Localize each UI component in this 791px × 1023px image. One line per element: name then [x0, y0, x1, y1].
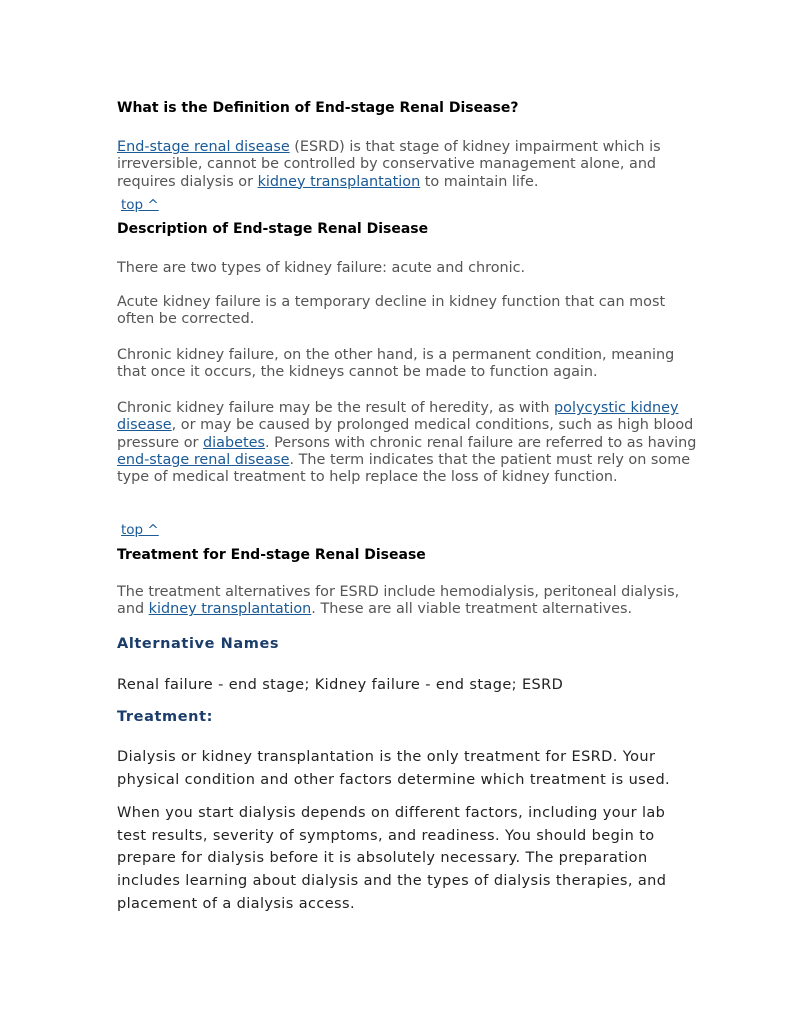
- treatment-text-b: . These are all viable treatment alternatives.: [311, 601, 633, 618]
- treatment-alternatives-paragraph: [117, 584, 697, 619]
- top-link[interactable]: top ^: [121, 522, 159, 538]
- p4-text-b: , or may be caused by prolonged medical conditions, such as high blood pressure or: [117, 417, 694, 451]
- alternative-names-text: Renal failure - end stage; Kidney failure - end stage; ESRD: [117, 677, 564, 693]
- link-end-stage-renal-disease-2[interactable]: end-stage renal disease: [117, 451, 290, 468]
- heading-alternative-names: Alternative Names: [117, 636, 280, 652]
- description-paragraph-1: There are two types of kidney failure: acute and chronic.: [117, 260, 526, 276]
- heading-treatment-esrd: Treatment for End-stage Renal Disease: [117, 547, 426, 563]
- link-kidney-transplantation-2[interactable]: kidney transplantation: [148, 601, 312, 618]
- link-end-stage-renal-disease[interactable]: End-stage renal disease: [117, 139, 290, 155]
- description-paragraph-3: Chronic kidney failure, on the other hand, is a permanent condition, meaning that once it occurs, the kidneys cannot be made to function again.: [117, 347, 675, 381]
- definition-paragraph: [117, 139, 697, 191]
- description-paragraph-2: Acute kidney failure is a temporary decline in kidney function that can most often be corrected.: [117, 294, 666, 328]
- heading-definition: What is the Definition of End-stage Renal Disease?: [117, 100, 519, 116]
- definition-text-b: to maintain life.: [420, 173, 539, 190]
- heading-description: Description of End-stage Renal Disease: [117, 221, 429, 237]
- definition-text-a: (ESRD) is that stage of kidney impairment which is irreversible, cannot be controlled by conservative management alone, and requires dialysis or: [117, 139, 661, 190]
- treatment-paragraph-2: When you start dialysis depends on different factors, including your lab test results, severity of symptoms, and readiness. You should begin to prepare for dialysis before it is absolutely necessary. The preparation includes learning about dialysis and the types of dialysis therapies, and placement of a dialysis access.: [117, 805, 667, 912]
- p4-text-a: Chronic kidney failure may be the result of heredity, as with: [117, 400, 555, 416]
- description-paragraph-4: [117, 400, 697, 486]
- link-diabetes[interactable]: diabetes: [203, 434, 265, 451]
- top-link-container-2: [121, 522, 701, 538]
- p4-text-d: . The term indicates that the patient must rely on some type of medical treatment to help replace the loss of kidney function.: [117, 451, 691, 486]
- top-link-container-1: [121, 197, 701, 213]
- heading-treatment: Treatment:: [117, 709, 213, 725]
- link-kidney-transplantation[interactable]: kidney transplantation: [257, 173, 421, 190]
- p4-text-c: . Persons with chronic renal failure are referred to as having: [264, 434, 697, 451]
- top-link[interactable]: top ^: [121, 197, 159, 213]
- link-polycystic-kidney-disease[interactable]: polycystic kidney disease: [117, 400, 679, 434]
- treatment-paragraph-1: Dialysis or kidney transplantation is the only treatment for ESRD. Your physical condition and other factors determine which treatment is used.: [117, 749, 671, 788]
- treatment-text-a: The treatment alternatives for ESRD include hemodialysis, peritoneal dialysis, and: [117, 584, 680, 618]
